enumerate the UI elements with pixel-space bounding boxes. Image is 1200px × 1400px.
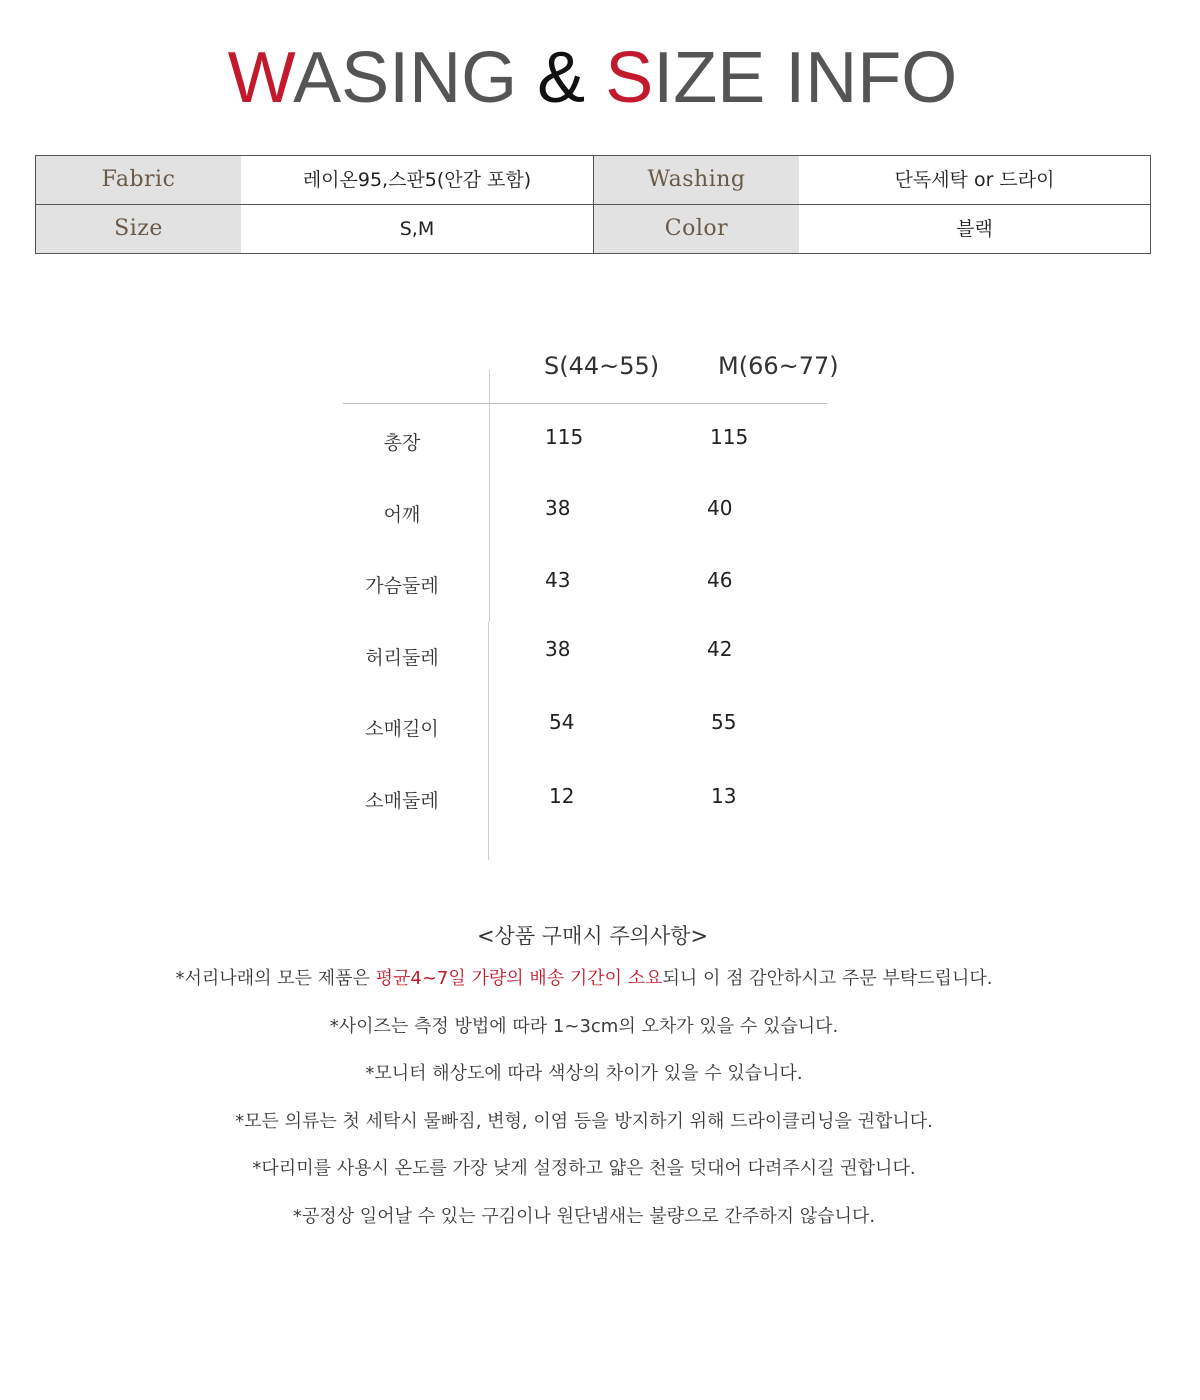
size-m-value: 55 <box>711 710 737 734</box>
size-m-value: 13 <box>711 784 737 808</box>
color-value: 블랙 <box>956 218 993 240</box>
title-ampersand: & <box>537 38 586 118</box>
size-row-label: 소매길이 <box>365 718 439 740</box>
size-m-value: 46 <box>707 568 733 592</box>
notice-line-wrinkles: *공정상 일어날 수 있는 구김이나 원단냄새는 불량으로 간주하지 않습니다. <box>292 1206 876 1227</box>
size-row-label: 어깨 <box>383 504 421 526</box>
size-row-label: 가슴둘레 <box>365 575 439 597</box>
size-row-label: 총장 <box>383 432 421 454</box>
info-row-size-color <box>36 205 1150 253</box>
info-row-fabric-washing <box>36 156 1150 205</box>
size-label: Size <box>36 205 241 253</box>
size-s-value: 115 <box>545 425 584 449</box>
notice-line-size-error: *사이즈는 측정 방법에 따라 1~3cm의 오차가 있을 수 있습니다. <box>329 1016 839 1037</box>
notice-line-dry-cleaning: *모든 의류는 첫 세탁시 물빠짐, 변형, 이염 등을 방지하기 위해 드라이클리닝을 권합니다. <box>235 1111 933 1132</box>
size-chart-column-divider <box>489 370 490 622</box>
title-letter-s: S <box>605 38 654 118</box>
washing-value: 단독세탁 or 드라이 <box>894 169 1055 191</box>
product-info-table <box>35 155 1151 254</box>
size-column-s-header: S(44~55) <box>544 352 660 380</box>
title-part-2: IZE INFO <box>653 38 958 118</box>
title-part-1: ASING <box>293 38 538 118</box>
size-chart-column-divider-lower <box>488 622 489 860</box>
size-chart-header-divider <box>343 403 827 404</box>
size-s-value: 43 <box>545 568 571 592</box>
washing-label: Washing <box>594 156 799 204</box>
page-title <box>0 36 1185 120</box>
notice-line-shipping <box>0 964 1168 990</box>
size-row-label: 소매둘레 <box>365 790 439 812</box>
size-column-m-header: M(66~77) <box>718 352 839 380</box>
fabric-label: Fabric <box>36 156 241 204</box>
color-label: Color <box>594 205 799 253</box>
size-row-label: 허리둘레 <box>365 647 439 669</box>
size-s-value: 38 <box>545 496 571 520</box>
notice-line-1-highlight: 평균4~7일 가량의 배송 기간이 소요 <box>375 968 663 989</box>
size-m-value: 42 <box>707 637 733 661</box>
size-value: S,M <box>241 205 594 253</box>
size-m-value: 115 <box>710 425 749 449</box>
notice-line-monitor-color: *모니터 해상도에 따라 색상의 차이가 있을 수 있습니다. <box>365 1063 803 1084</box>
size-s-value: 54 <box>549 710 575 734</box>
notice-line-1-pre: *서리나래의 모든 제품은 <box>175 968 376 989</box>
notice-line-ironing: *다리미를 사용시 온도를 가장 낮게 설정하고 얇은 천을 덧대어 다려주시길 권합니다. <box>252 1158 916 1179</box>
size-s-value: 12 <box>549 784 575 808</box>
fabric-value: 레이온95,스판5(안감 포함) <box>241 156 594 204</box>
size-s-value: 38 <box>545 637 571 661</box>
title-letter-w: W <box>227 38 294 118</box>
notice-title: <상품 구매시 주의사항> <box>476 924 709 948</box>
notice-line-1-post: 되니 이 점 감안하시고 주문 부탁드립니다. <box>662 968 993 989</box>
size-m-value: 40 <box>707 496 733 520</box>
